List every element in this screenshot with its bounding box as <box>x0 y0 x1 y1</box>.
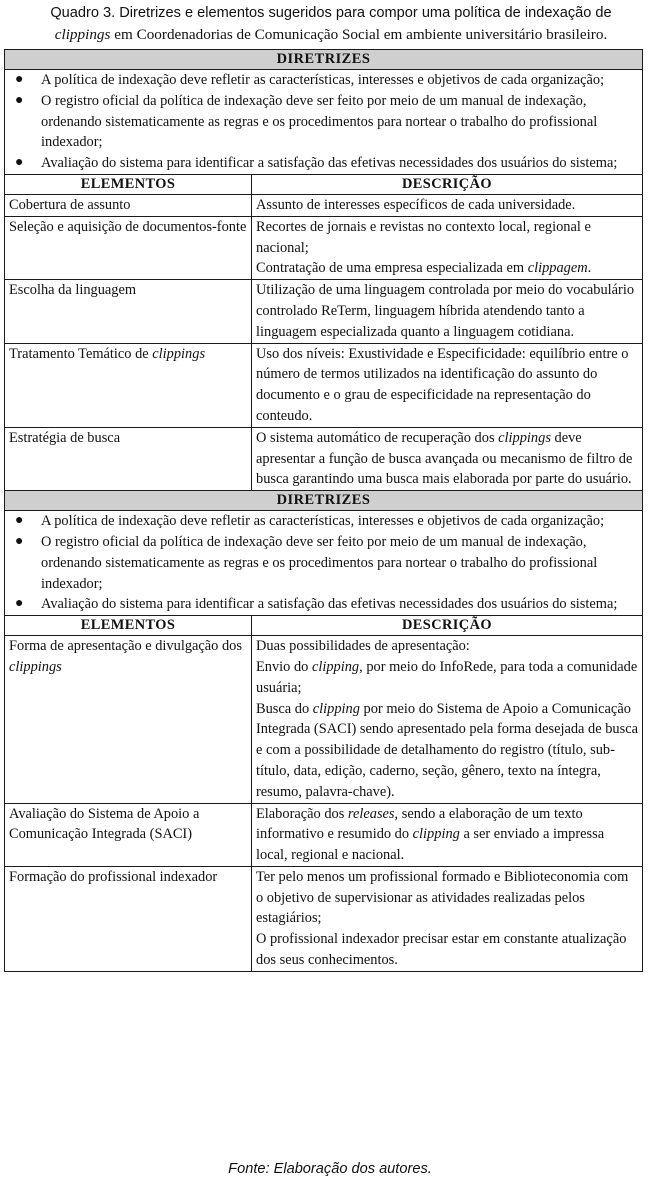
section-band: DIRETRIZES <box>5 491 643 511</box>
italic-term: releases <box>347 805 395 822</box>
guideline-text: Avaliação do sistema para identificar a satisfação das efetivas necessidades dos usuários do sistema; <box>41 596 618 613</box>
section-band: DIRETRIZES <box>5 50 643 70</box>
header-descricao: DESCRIÇÃO <box>252 616 643 636</box>
bullet-icon: ● <box>15 155 24 171</box>
italic-term: clippings <box>9 658 62 675</box>
section-band-row <box>5 50 643 70</box>
table-caption <box>6 2 656 45</box>
header-elementos: ELEMENTOS <box>5 616 252 636</box>
column-header-row <box>5 616 643 636</box>
section-band-row <box>5 491 643 511</box>
text-segment: Tratamento Temático de <box>9 345 153 362</box>
text-segment: , por meio do InfoRede, para toda a comunidade usuária; <box>256 658 638 696</box>
guideline-item <box>15 594 638 615</box>
text-segment: deve apresentar a função de busca avançada ou mecanismo de filtro de busca garantindo uma busca mais elaborada por parte do usuário. <box>256 429 633 488</box>
guideline-text: Avaliação do sistema para identificar a satisfação das efetivas necessidades dos usuários do sistema; <box>41 155 618 172</box>
italic-term: clippings <box>498 429 551 446</box>
bullet-icon: ● <box>15 92 24 108</box>
table-row <box>5 866 643 971</box>
table-row <box>5 343 643 427</box>
bullet-icon: ● <box>15 596 24 612</box>
text-segment: Busca do <box>256 700 313 717</box>
text-segment: Formação do profissional indexador <box>9 868 218 885</box>
description-cell <box>252 343 643 427</box>
caption-italic: clippings <box>54 26 111 43</box>
text-segment: Forma de apresentação e divulgação dos <box>9 638 242 655</box>
text-segment: Avaliação do Sistema de Apoio a Comunicação Integrada (SACI) <box>9 805 200 843</box>
text-segment: Estratégia de busca <box>9 429 121 446</box>
table-row <box>5 636 643 803</box>
text-segment: O profissional indexador precisar estar em constante atualização dos seus conhecimentos. <box>256 931 627 969</box>
guidelines-table <box>4 49 643 972</box>
table-row <box>5 280 643 343</box>
element-cell <box>5 803 252 866</box>
table-row <box>5 427 643 490</box>
table-row <box>5 194 643 216</box>
header-descricao: DESCRIÇÃO <box>252 174 643 194</box>
description-cell <box>252 636 643 803</box>
italic-term: clipping <box>312 700 360 717</box>
guideline-item <box>15 511 638 532</box>
guideline-text: O registro oficial da política de indexação deve ser feito por meio de um manual de indexação, ordenando sistematicamente as regras e os procedimentos para nortear o trabalho do profissional indexador; <box>41 92 598 151</box>
guideline-text: O registro oficial da política de indexação deve ser feito por meio de um manual de indexação, ordenando sistematicamente as regras e os procedimentos para nortear o trabalho do profissional indexador; <box>41 533 598 592</box>
guideline-item <box>15 70 638 91</box>
text-segment: Utilização de uma linguagem controlada por meio do vocabulário controlado ReTerm, linguagem híbrida atendendo tanto a linguagem especializada quanto a linguagem cotidiana. <box>256 282 635 340</box>
italic-term: clippings <box>152 345 206 362</box>
element-cell <box>5 343 252 427</box>
guideline-item <box>15 153 638 174</box>
guideline-item <box>15 91 638 153</box>
text-segment: Seleção e aquisição de documentos-fonte <box>9 218 247 235</box>
source-note: Fonte: Elaboração dos autores. <box>228 1161 432 1177</box>
header-elementos: ELEMENTOS <box>5 174 252 194</box>
text-segment: Elaboração dos <box>256 805 348 822</box>
text-segment: por meio do Sistema de Apoio a Comunicação Integrada (SACI) sendo apresentado pela forma desejada de busca e com a possibilidade de detalhamento do registro (título, sub-título, data, edição, caderno, seção, gênero, texto na íntegra, resumo, palavra-chave). <box>256 700 638 800</box>
guideline-text: A política de indexação deve refletir as características, interesses e objetivos de cada organização; <box>41 72 605 88</box>
italic-term: clippagem <box>527 260 588 277</box>
guideline-item <box>15 532 638 594</box>
text-segment: Cobertura de assunto <box>9 196 131 213</box>
guidelines-list <box>9 70 638 174</box>
text-segment: Recortes de jornais e revistas no contexto local, regional e nacional; <box>256 218 591 256</box>
text-segment: Envio do <box>256 658 312 675</box>
italic-term: clipping <box>311 658 360 675</box>
element-cell <box>5 866 252 971</box>
bullet-icon: ● <box>15 72 24 87</box>
description-cell <box>252 427 643 490</box>
caption-rest: em Coordenadorias de Comunicação Social em ambiente universitário brasileiro. <box>110 26 608 43</box>
element-cell <box>5 216 252 279</box>
text-segment: Ter pelo menos um profissional formado e Biblioteconomia com o objetivo de supervisionar as atividades realizadas pelos estagiários; <box>256 868 629 927</box>
element-cell <box>5 636 252 803</box>
element-cell <box>5 280 252 343</box>
description-cell <box>252 280 643 343</box>
text-segment: Contratação de uma empresa especializada em <box>256 260 528 277</box>
table-row <box>5 216 643 279</box>
guidelines-row <box>5 70 643 175</box>
table-row <box>5 803 643 866</box>
text-segment: O sistema automático de recuperação dos <box>256 429 499 446</box>
guideline-text: A política de indexação deve refletir as características, interesses e objetivos de cada organização; <box>41 513 605 530</box>
text-segment: Escolha da linguagem <box>9 282 137 299</box>
text-segment: Duas possibilidades de apresentação: <box>256 638 470 655</box>
element-cell <box>5 194 252 216</box>
text-segment: . <box>587 260 592 277</box>
guidelines-list <box>9 511 638 615</box>
text-segment: a ser enviado a impressa local, regional e nacional. <box>256 826 605 864</box>
bullet-icon: ● <box>15 533 24 549</box>
element-cell <box>5 427 252 490</box>
column-header-row <box>5 174 643 194</box>
description-cell <box>252 803 643 866</box>
italic-term: clipping <box>412 826 460 843</box>
text-segment: Assunto de interesses específicos de cada universidade. <box>256 196 576 213</box>
description-cell <box>252 194 643 216</box>
text-segment: Uso dos níveis: Exustividade e Especificidade: equilíbrio entre o número de termos utilizados na identificação do assunto do documento e o grau de especificidade na representação do conteudo. <box>256 345 629 424</box>
guidelines-cell <box>5 70 643 175</box>
text-segment: , sendo a elaboração de um texto informativo e resumido do <box>256 805 583 843</box>
guidelines-cell <box>5 511 643 616</box>
caption-lead: Quadro 3. Diretrizes e elementos sugeridos para compor uma política de indexação de <box>50 5 612 21</box>
description-cell <box>252 866 643 971</box>
description-cell <box>252 216 643 279</box>
bullet-icon: ● <box>15 513 24 529</box>
guidelines-row <box>5 511 643 616</box>
